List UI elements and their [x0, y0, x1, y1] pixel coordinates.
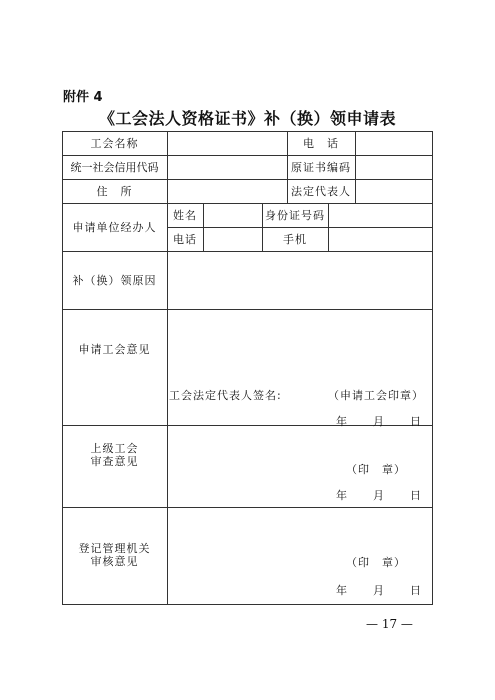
col-line: [328, 203, 329, 251]
registry-opinion-line2: 审核意见: [90, 555, 139, 568]
legal-rep-label: 法定代表人: [291, 184, 351, 198]
union-name-label: 工会名称: [90, 136, 139, 150]
handler-phone-label: 电话: [173, 232, 197, 246]
reason-label: 补（换）领原因: [72, 273, 157, 287]
date-month: 月: [373, 415, 385, 428]
col-line: [355, 131, 356, 203]
date-day: 日: [410, 584, 422, 597]
registry-opinion-label: [62, 531, 167, 579]
attachment-label: 附件 4: [63, 90, 103, 105]
registry-opinion-line1: 登记管理机关: [78, 542, 151, 555]
registry-seal-label: （印 章）: [346, 556, 406, 569]
applicant-opinion-label: 申请工会意见: [78, 342, 151, 356]
id-number-label: 身份证号码: [265, 208, 325, 222]
date-year: 年: [336, 584, 348, 597]
mobile-label: 手机: [283, 232, 307, 246]
date-day: 日: [410, 415, 422, 428]
date-month: 月: [373, 584, 385, 597]
superior-seal-label: （印 章）: [346, 463, 406, 476]
superior-opinion-label: [62, 427, 167, 483]
date-day: 日: [410, 489, 422, 502]
phone-label: 电 话: [303, 136, 339, 150]
applicant-seal-label: （申请工会印章）: [328, 389, 424, 402]
original-cert-label: 原证书编码: [291, 160, 351, 174]
date-year: 年: [336, 489, 348, 502]
rep-signature-label: 工会法定代表人签名:: [169, 389, 282, 402]
date-year: 年: [336, 415, 348, 428]
handler-name-label: 姓名: [173, 208, 197, 222]
handler-label: 申请单位经办人: [72, 220, 157, 234]
superior-opinion-line1: 上级工会: [90, 442, 139, 455]
application-form-table: [62, 131, 433, 605]
row-line: [62, 507, 433, 508]
page-number: — 17 —: [366, 617, 413, 631]
form-title: 《工会法人资格证书》补（换）领申请表: [98, 109, 396, 128]
col-line: [203, 203, 204, 251]
date-month: 月: [373, 489, 385, 502]
superior-opinion-line2: 审查意见: [90, 455, 139, 468]
address-label: 住 所: [96, 184, 133, 198]
credit-code-label: 统一社会信用代码: [70, 160, 159, 174]
